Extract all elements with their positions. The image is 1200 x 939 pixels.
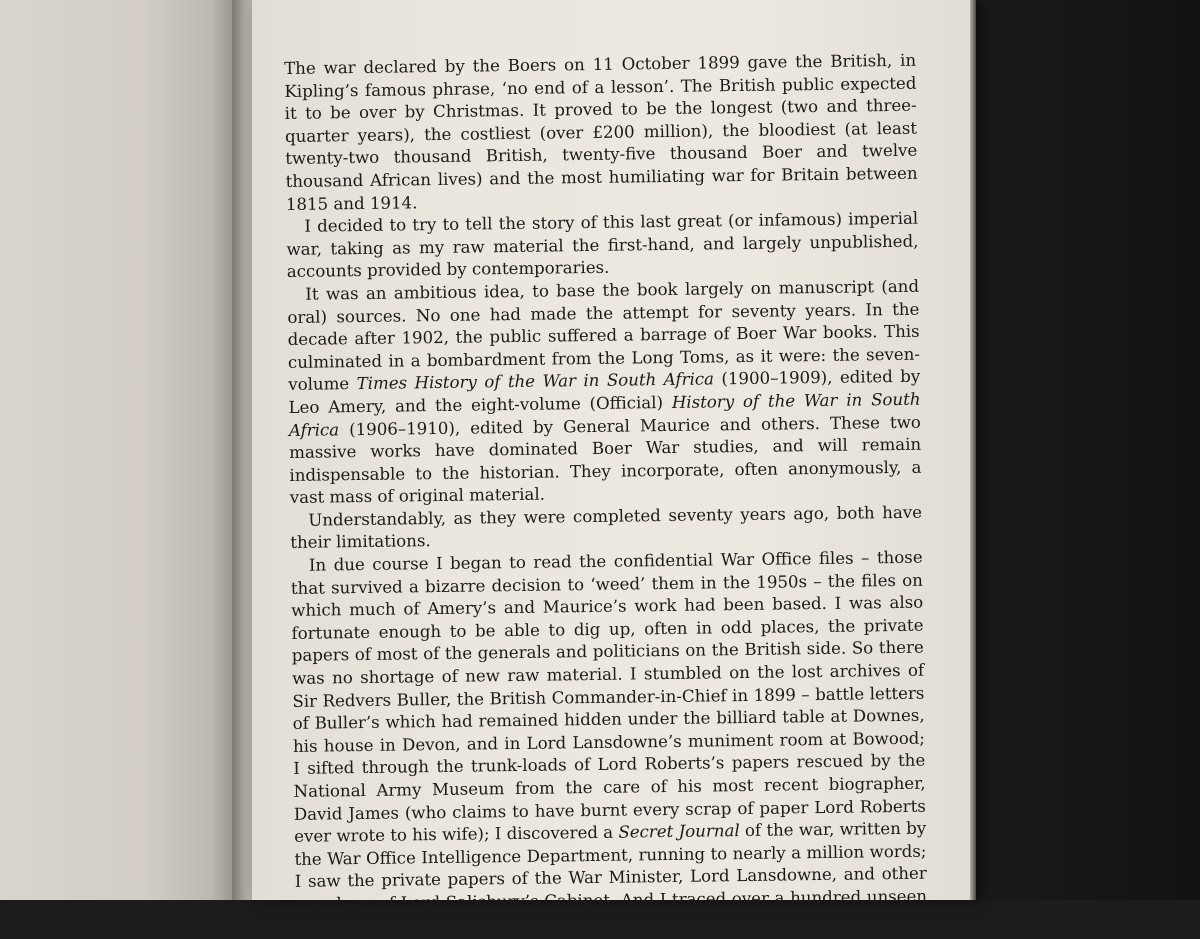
paragraph-3-text-a: It was an ambitious idea, to base the book largely on manuscript (and oral) sources. No one had made the attempt for seventy years. In the decade after 1902, the public suffered a barrage of Boer War books. This culminated in a bombardment from the Long Toms, as it were: the seven-volume: [287, 276, 921, 395]
paragraph-1-text: The war declared by the Boers on 11 October 1899 gave the British, in Kipling’s famous phrase, ‘no end of a lesson’. The British public expected it to be over by Christmas. It proved to be the longest (two and three-quarter years), the costliest (over £200 million), the bloodiest (at least twenty-two thousand British, twenty-five thousand Boer and twelve thousand African lives) and the most humiliating war for Britain between 1815 and 1914.: [284, 50, 918, 214]
paragraph-4-text: Understandably, as they were completed seventy years ago, both have their limitations.: [290, 502, 923, 553]
paragraph-5-text-a: In due course I began to read the confidential War Office files – those that survived a bizarre decision to ‘weed’ them in the 1950s – the files on which much of Amery’s and Maurice’s work had been based. I was also fortunate enough to be able to dig up, often in odd places, the private papers of most of the generals and politicians on the British side. So there was no shortage of new raw material. I stumbled on the lost archives of Sir Redvers Buller, the British Commander-in-Chief in 1899 – battle letters of Buller’s which had remained hidden under the billiard table at Downes, his house in Devon, and in Lord Lansdowne’s muniment room at Bowood; I sifted through the trunk-loads of Lord Roberts’s papers rescued by the National Army Museum from the care of his most recent biographer, David James (who claims to have burnt every scrap of paper Lord Roberts ever wrote to his wife); I discovered a: [290, 547, 926, 847]
paragraph-2-text: I decided to try to tell the story of this last great (or infamous) imperial war, taking as my raw material the first-hand, and largely unpublished, accounts provided by contemporaries.: [286, 208, 919, 282]
left-page: [0, 0, 240, 900]
paragraph-1: [284, 50, 918, 216]
official-history-title: History of the War in South Africa: [288, 389, 921, 440]
paragraph-3: [287, 276, 922, 510]
secret-journal-title: Secret Journal: [618, 821, 740, 842]
paragraph-3-text-c: (1906–1910), edited by General Maurice and others. These two massive works have dominated Boer War studies, and will remain indispensable to the historian. They incorporate, often anonymously, a vast mass of original material.: [289, 412, 922, 508]
paragraph-3-text-b: (1900–1909), edited by Leo Amery, and the eight-volume (Official): [288, 367, 921, 417]
paragraph-2: [286, 208, 919, 284]
page-edge: [970, 0, 976, 900]
times-history-title: Times History of the War in South Africa: [356, 369, 715, 394]
page-text: [284, 50, 927, 939]
paragraph-5: [291, 547, 928, 939]
paragraph-5-text-b: of the war, written by the War Office Intelligence Department, running to nearly a million words; I saw the private papers of the War Minister, Lord Lansdowne, and other members of Lord Salisbury’s Cabinet. And I traced over a hundred unseen sets of: [294, 818, 928, 937]
